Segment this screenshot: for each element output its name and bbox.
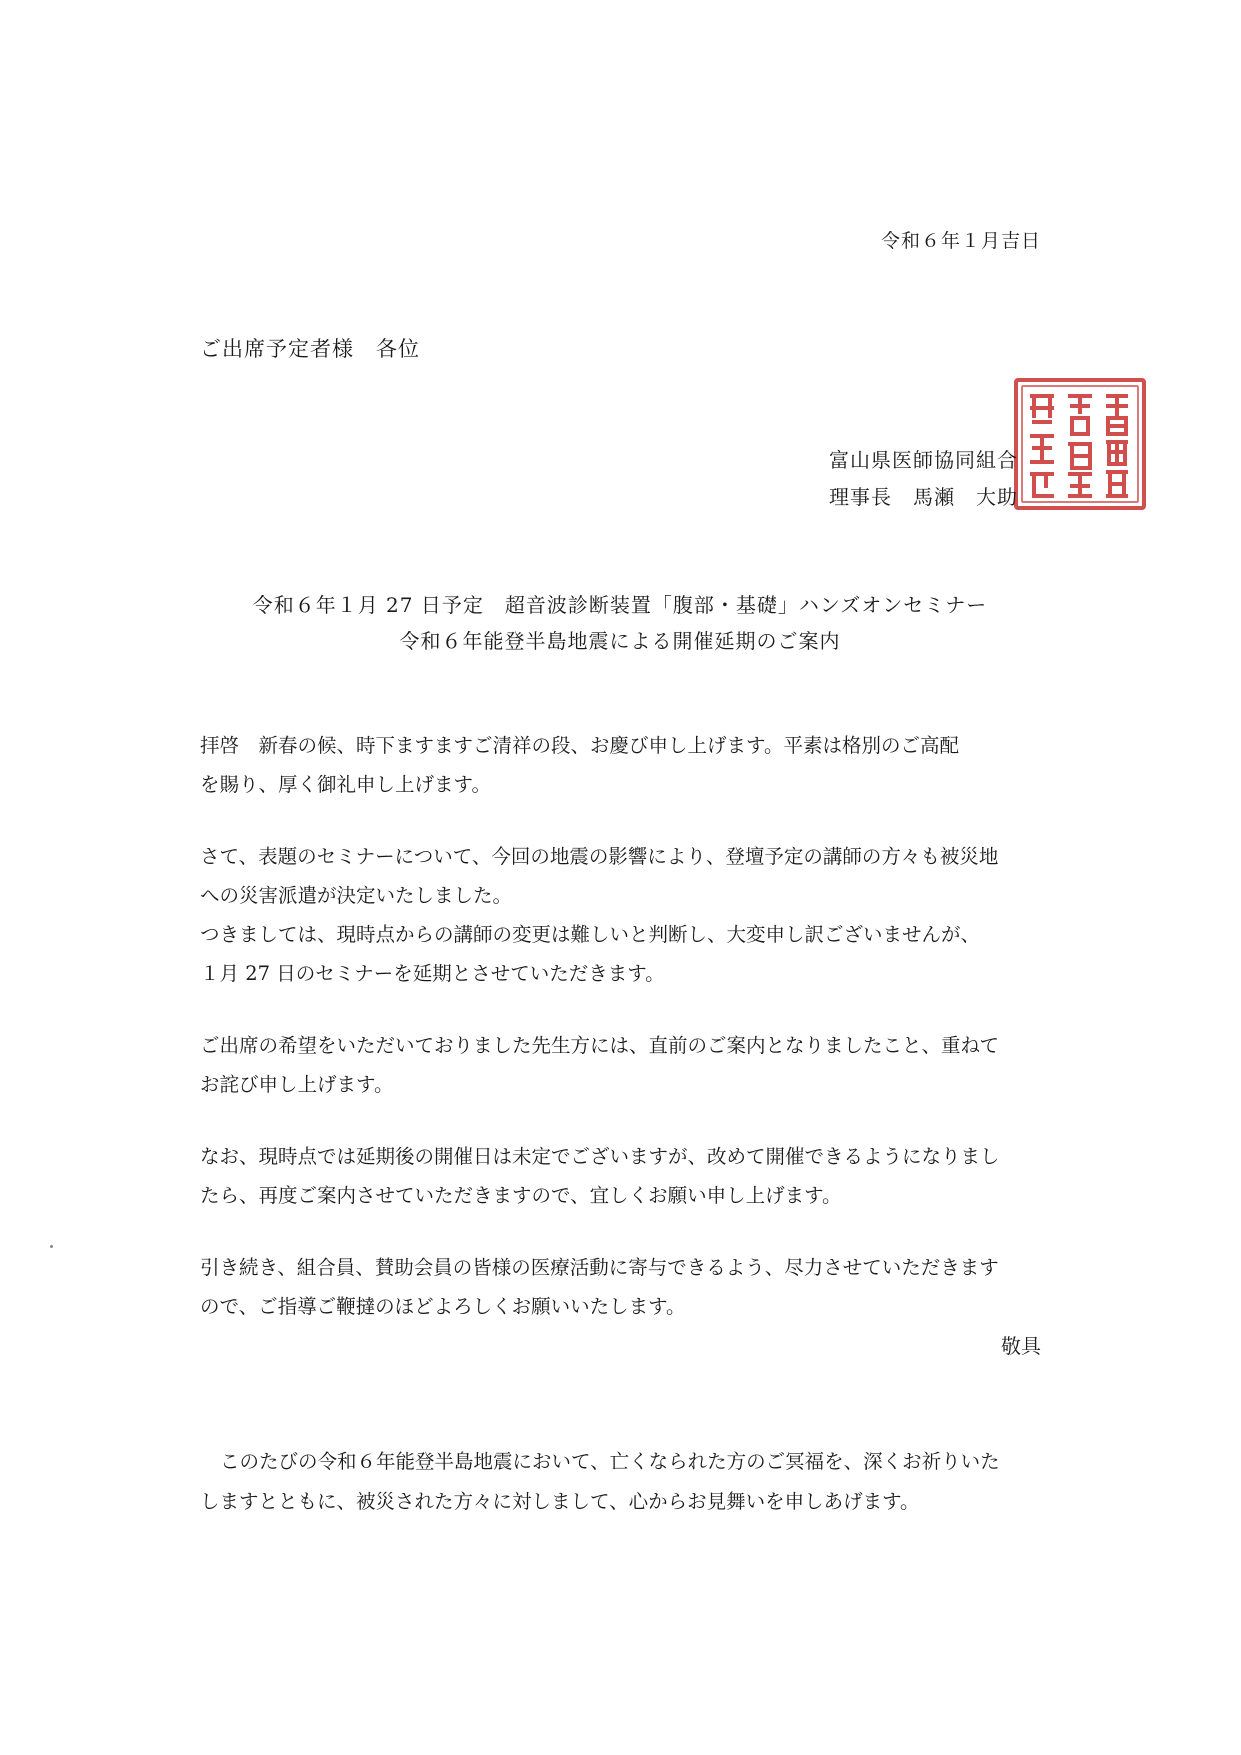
condolence-line: しますとともに、被災された方々に対しまして、心からお見舞いを申しあげます。 xyxy=(200,1490,920,1513)
paragraph-new-date xyxy=(200,1137,1050,1215)
paragraph-request xyxy=(200,1248,1050,1326)
body-line: 拝啓 新春の候、時下ますますご清祥の段、お慶び申し上げます。平素は格別のご高配 xyxy=(200,734,959,757)
document-title xyxy=(180,587,1060,659)
body-line: １月 27 日のセミナーを延期とさせていただきます。 xyxy=(200,962,665,985)
sender-organization: 富山県医師協同組合 xyxy=(829,448,1018,472)
body-line: さて、表題のセミナーについて、今回の地震の影響により、登壇予定の講師の方々も被災地 xyxy=(200,845,999,868)
sender-block xyxy=(829,442,1018,516)
body-line: たら、再度ご案内させていただきますので、宜しくお願い申し上げます。 xyxy=(200,1184,842,1207)
body-line: を賜り、厚く御礼申し上げます。 xyxy=(200,773,491,796)
body-line: お詫び申し上げます。 xyxy=(200,1073,394,1096)
body-line: ので、ご指導ご鞭撻のほどよろしくお願いいたします。 xyxy=(200,1295,686,1318)
title-line-1: 令和６年１月 27 日予定 超音波診断装置「腹部・基礎」ハンズオンセミナー xyxy=(252,593,988,617)
sender-representative: 理事長 馬瀬 大助 xyxy=(829,485,1018,509)
condolence-message xyxy=(200,1442,1050,1522)
title-line-2: 令和６年能登半島地震による開催延期のご案内 xyxy=(399,629,841,653)
body-line: ご出席の希望をいただいておりました先生方には、直前のご案内となりましたこと、重ねて xyxy=(200,1034,1000,1057)
scan-artifact xyxy=(50,1245,53,1248)
letter-date: 令和６年１月吉日 xyxy=(880,230,1041,252)
condolence-line: このたびの令和６年能登半島地震において、亡くなられた方のご冥福を、深くお祈りいた xyxy=(220,1450,1000,1473)
closing-word: 敬具 xyxy=(1001,1334,1041,1358)
body-line: つきましては、現時点からの講師の変更は難しいと判断し、大変申し訳ございませんが、 xyxy=(200,923,981,946)
official-seal xyxy=(1010,374,1150,514)
body-line: なお、現時点では延期後の開催日は未定でございますが、改めて開催できるようになりまし xyxy=(200,1145,1000,1168)
paragraph-apology xyxy=(200,1026,1050,1104)
paragraph-greeting xyxy=(200,726,1050,804)
paragraph-postponement-reason xyxy=(200,837,1050,993)
addressee: ご出席予定者様 各位 xyxy=(200,337,420,361)
body-line: への災害派遣が決定いたしました。 xyxy=(200,884,513,907)
letter-body xyxy=(200,726,1050,1359)
body-line: 引き続き、組合員、賛助会員の皆様の医療活動に寄与できるよう、尽力させていただきます xyxy=(200,1256,999,1279)
seal-icon xyxy=(1016,380,1144,508)
